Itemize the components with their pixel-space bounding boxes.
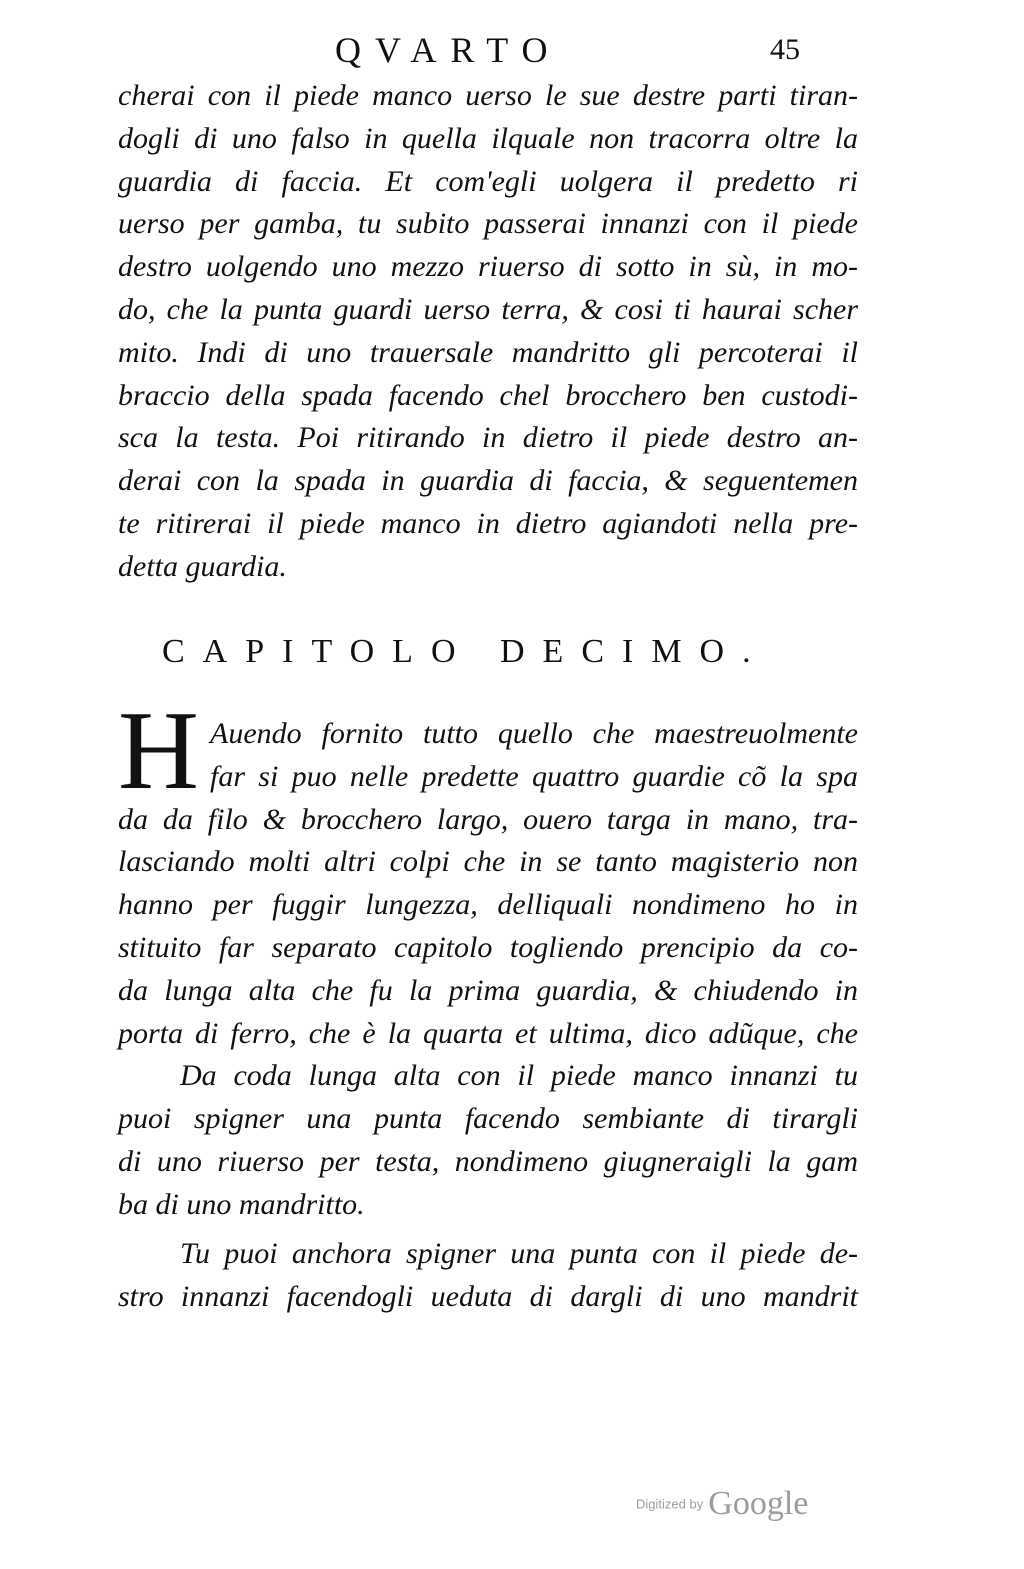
text-block-continuation xyxy=(118,75,858,589)
text-line: braccio della spada facendo chel brocchero ben custodi- xyxy=(118,378,858,412)
running-head xyxy=(0,28,1024,72)
text-line: lasciando molti altri colpi che in se tanto magisterio non xyxy=(118,845,858,879)
text-line: hanno per fuggir lungezza, delliquali nondimeno ho in xyxy=(118,888,858,922)
text-line: Da coda lunga alta con il piede manco innanzi tu xyxy=(180,1059,858,1093)
watermark-small-text: Digitized by xyxy=(636,1496,704,1512)
text-line: te ritirerai il piede manco in dietro agiandoti nella pre- xyxy=(118,506,858,540)
page-number: 45 xyxy=(770,33,800,66)
text-line: destro uolgendo uno mezzo riuerso di sotto in sù, in mo- xyxy=(118,250,858,284)
text-line: uerso per gamba, tu subito passerai innanzi con il piede xyxy=(118,207,858,241)
text-line: do, che la punta guardi uerso terra, & cosi ti haurai scher xyxy=(118,292,858,326)
text-line: detta guardia. xyxy=(118,549,287,583)
text-line: dogli di uno falso in quella ilquale non tracorra oltre la xyxy=(118,121,858,155)
text-line: derai con la spada in guardia di faccia, & seguentemen xyxy=(118,464,858,498)
text-line: da da filo & brocchero largo, ouero targa in mano, tra- xyxy=(118,802,858,836)
text-line: Tu puoi anchora spigner una punta con il piede de- xyxy=(180,1237,858,1270)
chapter-heading: CAPITOLO DECIMO. xyxy=(162,633,769,670)
drop-cap: H xyxy=(118,689,199,813)
text-block-chapter xyxy=(118,713,858,1227)
text-line: sca la testa. Poi ritirando in dietro il piede destro an- xyxy=(118,421,858,455)
text-line: Auendo fornito tutto quello che maestreuolmente xyxy=(210,717,858,750)
text-line: guardia di faccia. Et com'egli uolgera il predetto ri xyxy=(118,164,858,198)
text-line: far si puo nelle predette quattro guardie cõ la spa xyxy=(210,759,858,793)
text-line: di uno riuerso per testa, nondimeno giugneraigli la gam xyxy=(118,1144,858,1178)
watermark-logo-text: Google xyxy=(708,1485,809,1522)
digitized-watermark xyxy=(636,1485,856,1529)
text-line: cherai con il piede manco uerso le sue destre parti tiran- xyxy=(118,79,858,112)
text-line: porta di ferro, che è la quarta et ultima, dico adũque, che xyxy=(118,1016,858,1050)
text-line: mito. Indi di uno trauersale mandritto gli percoterai il xyxy=(118,335,858,369)
text-line: puoi spigner una punta facendo sembiante di tirargli xyxy=(118,1102,858,1136)
text-line: da lunga alta che fu la prima guardia, & chiudendo in xyxy=(118,973,858,1007)
running-title: QVARTO xyxy=(335,30,562,70)
text-line: stituito far separato capitolo togliendo prencipio da co- xyxy=(118,930,858,964)
text-block-final xyxy=(118,1233,858,1319)
text-line: stro innanzi facendogli ueduta di dargli di uno mandrit xyxy=(118,1279,858,1313)
text-line: ba di uno mandritto. xyxy=(118,1187,365,1221)
